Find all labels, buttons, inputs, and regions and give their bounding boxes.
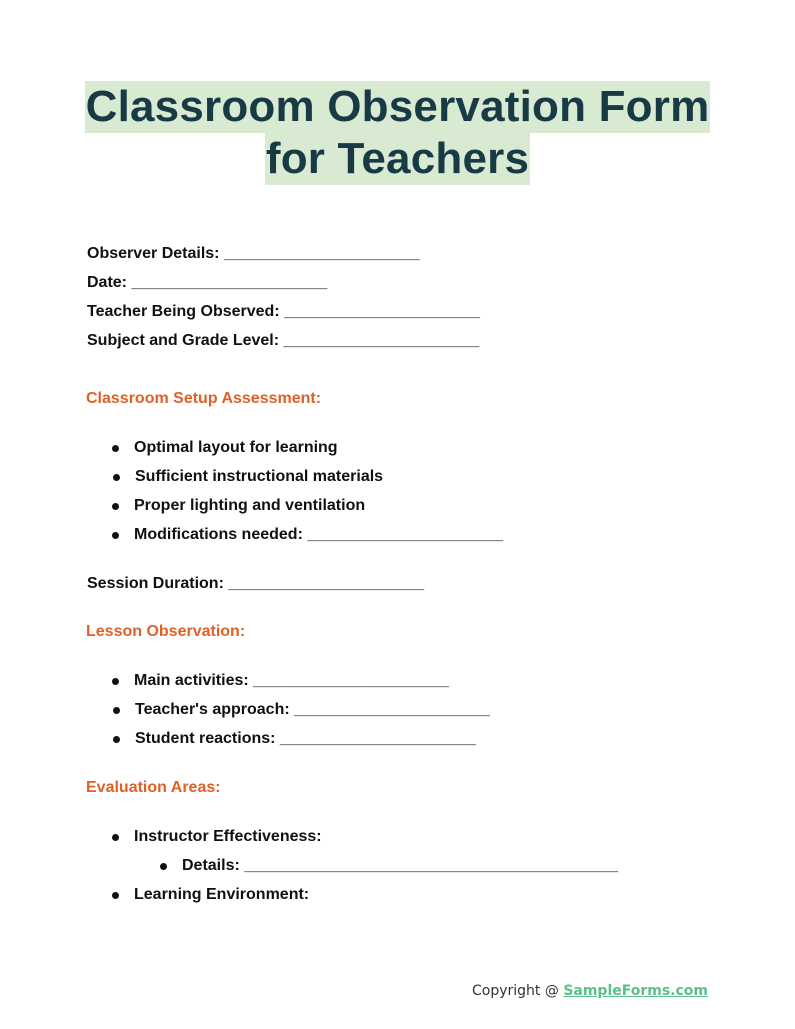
field-label: Teacher Being Observed: [87, 303, 280, 320]
title-line-1: Classroom Observation Form [85, 82, 710, 131]
field-blank[interactable]: ______________________ [228, 575, 425, 592]
observer-details-field[interactable] [87, 244, 420, 264]
student-reactions-field[interactable] [135, 729, 476, 749]
section-heading-setup: Classroom Setup Assessment: [86, 390, 322, 407]
bullet-icon [113, 736, 120, 743]
field-blank[interactable]: ______________________ [253, 672, 449, 689]
field-blank[interactable]: ______________________ [294, 701, 490, 718]
field-blank[interactable]: ______________________ [279, 730, 476, 747]
list-item [134, 496, 365, 516]
item-label: Modifications needed: [134, 526, 303, 543]
field-label: Subject and Grade Level: [87, 332, 280, 349]
list-item [134, 827, 322, 847]
copyright-text: Copyright @ [472, 983, 564, 999]
form-title [0, 81, 795, 185]
bullet-icon [112, 892, 119, 899]
bullet-icon [112, 678, 119, 685]
subject-grade-field[interactable] [87, 331, 479, 351]
copyright-footer [472, 982, 708, 1000]
teacher-observed-field[interactable] [87, 302, 480, 322]
section-heading-lesson: Lesson Observation: [86, 623, 246, 640]
bullet-icon [160, 863, 167, 870]
title-line-2: for Teachers [265, 134, 530, 183]
item-label: Learning Environment: [134, 886, 310, 903]
field-label: Date: [87, 274, 128, 291]
brand-link[interactable]: SampleForms.com [563, 983, 709, 999]
list-item [134, 438, 338, 458]
list-item [135, 467, 383, 487]
section-heading-evaluation: Evaluation Areas: [86, 779, 221, 796]
list-item [134, 885, 309, 905]
item-label: Sufficient instructional materials [135, 468, 384, 485]
field-blank[interactable]: ______________________ [284, 303, 480, 320]
bullet-icon [112, 532, 119, 539]
item-label: Details: [182, 857, 240, 874]
field-blank[interactable]: ______________________ [283, 332, 480, 349]
field-blank[interactable]: __________________________________________ [244, 857, 618, 874]
field-blank[interactable]: ______________________ [223, 245, 420, 262]
bullet-icon [112, 445, 119, 452]
field-blank[interactable]: ______________________ [131, 274, 328, 291]
field-label: Session Duration: [87, 575, 224, 592]
bullet-icon [112, 834, 119, 841]
date-field[interactable] [87, 273, 327, 293]
details-field[interactable] [182, 856, 618, 876]
modifications-needed-field[interactable] [134, 525, 503, 545]
item-label: Optimal layout for learning [134, 439, 338, 456]
bullet-icon [112, 503, 119, 510]
item-label: Teacher's approach: [135, 701, 290, 718]
item-label: Instructor Effectiveness: [134, 828, 322, 845]
session-duration-field[interactable] [87, 574, 424, 594]
field-blank[interactable]: ______________________ [307, 526, 504, 543]
bullet-icon [113, 707, 120, 714]
item-label: Student reactions: [135, 730, 276, 747]
teachers-approach-field[interactable] [135, 700, 490, 720]
field-label: Observer Details: [87, 245, 220, 262]
main-activities-field[interactable] [134, 671, 449, 691]
item-label: Main activities: [134, 672, 249, 689]
item-label: Proper lighting and ventilation [134, 497, 366, 514]
bullet-icon [113, 474, 120, 481]
